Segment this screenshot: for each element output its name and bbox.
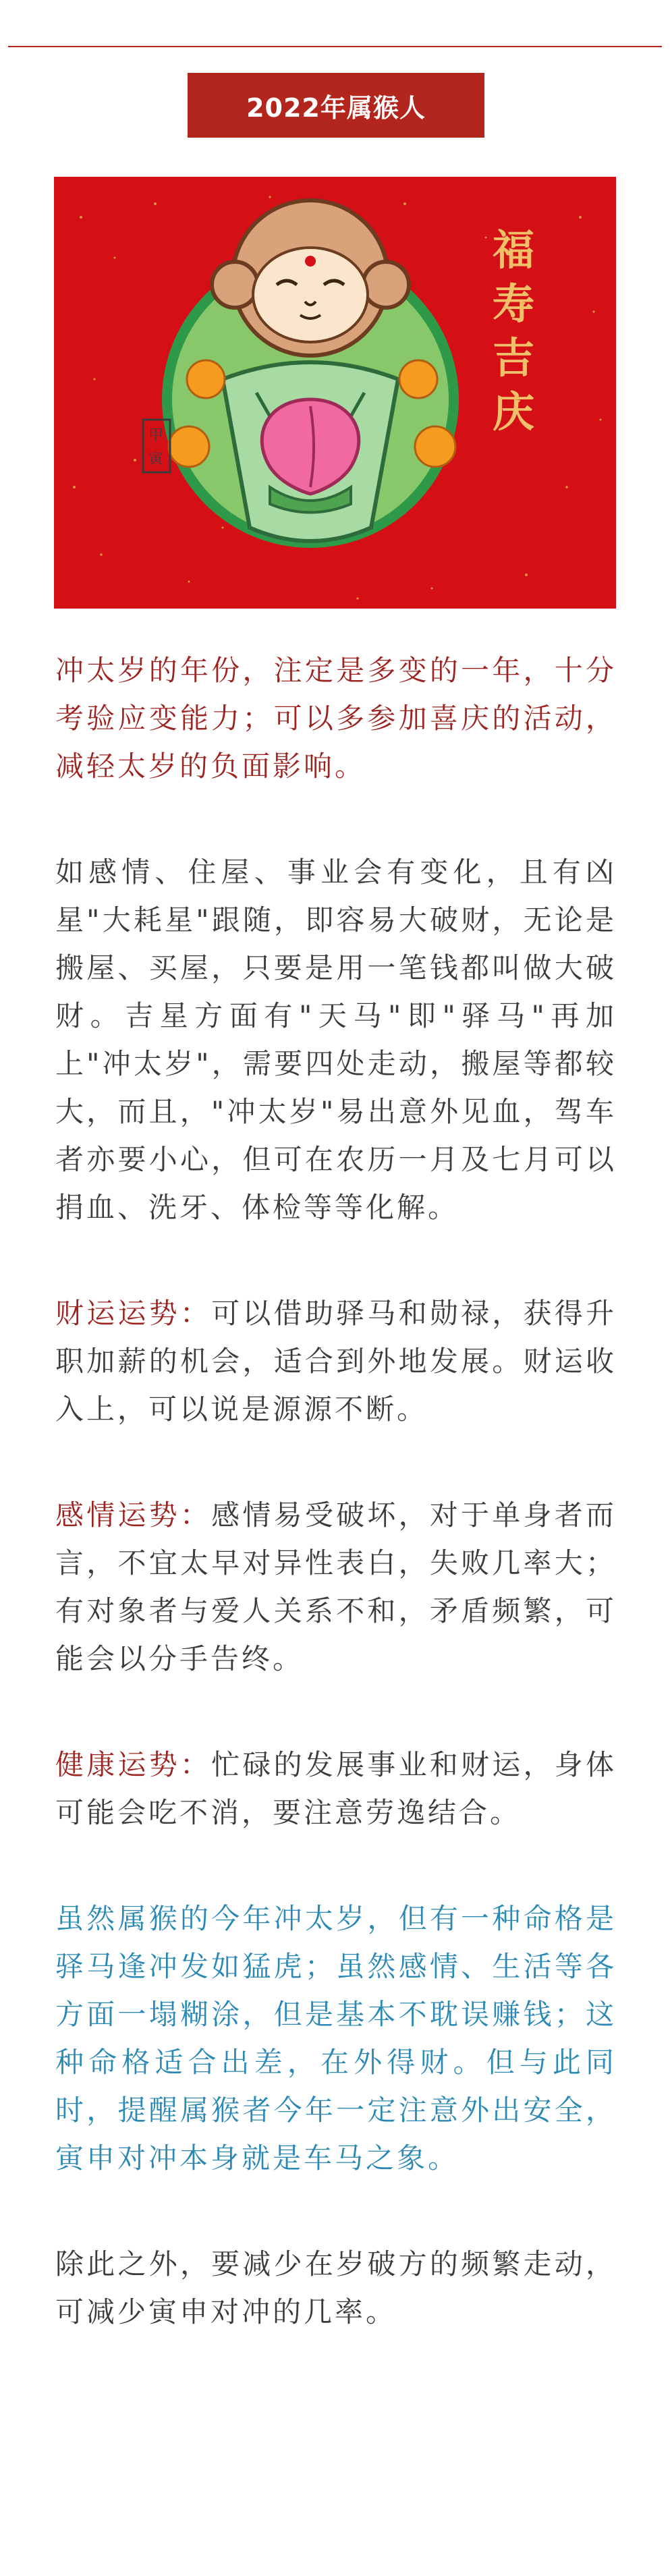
paragraph-changes: 如感情、住屋、事业会有变化，且有凶星"大耗星"跟随，即容易大破财，无论是搬屋、买屋，只要是用一笔钱都叫做大破财。吉星方面有"天马"即"驿马"再加上"冲太岁"，需要四处走动，搬屋等都较大，而且，"冲太岁"易出意外见血，驾车者亦要小心，但可在农历一月及七月可以捐血、洗牙、体检等等化解。 [55, 856, 617, 1224]
paragraph-love [55, 1491, 617, 1683]
svg-text:甲: 甲 [148, 427, 164, 444]
article-body [55, 646, 617, 2394]
paragraph-health [55, 1741, 617, 1837]
calligraphy-char-1: 福 [493, 225, 535, 275]
love-label: 感情运势： [55, 1499, 212, 1532]
paragraph-wealth [55, 1289, 617, 1433]
svg-text:寅: 寅 [148, 451, 164, 468]
calligraphy-char-2: 寿 [493, 279, 535, 329]
monkey-with-peach-illustration [54, 177, 616, 609]
calligraphy-char-3: 吉 [493, 333, 535, 383]
page-title: 2022年属猴人 [188, 73, 484, 138]
paragraph-intro: 冲太岁的年份，注定是多变的一年，十分考验应变能力；可以多参加喜庆的活动，减轻太岁的负面影响。 [55, 654, 617, 783]
health-label: 健康运势： [55, 1748, 212, 1781]
health-text: 忙碌的发展事业和财运，身体可能会吃不消，要注意劳逸结合。 [55, 1748, 617, 1829]
top-divider [8, 46, 662, 47]
paragraph-closing: 除此之外，要减少在岁破方的频繁走动，可减少寅申对冲的几率。 [55, 2247, 617, 2328]
paragraph-fortune-note: 虽然属猴的今年冲太岁，但有一种命格是驿马逢冲发如猛虎；虽然感情、生活等各方面一塌糊涂，但是基本不耽误赚钱；这种命格适合出差，在外得财。但与此同时，提醒属猴者今年一定注意外出安全，寅申对冲本身就是车马之象。 [55, 1902, 617, 2175]
wealth-text: 可以借助驿马和勋禄，获得升职加薪的机会，适合到外地发展。财运收入上，可以说是源源不断。 [55, 1297, 617, 1426]
calligraphy-char-4: 庆 [493, 387, 535, 437]
wealth-label: 财运运势： [55, 1297, 212, 1330]
love-text: 感情易受破坏，对于单身者而言，不宜太早对异性表白，失败几率大；有对象者与爱人关系不和，矛盾频繁，可能会以分手告终。 [55, 1499, 617, 1675]
